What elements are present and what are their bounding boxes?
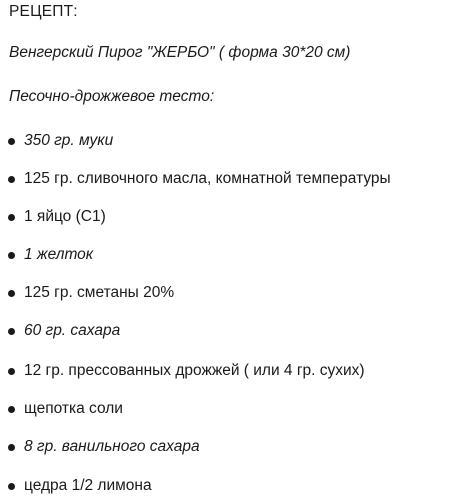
bullet-icon xyxy=(8,214,15,221)
ingredient-text: 12 гр. прессованных дрожжей ( или 4 гр. сухих) xyxy=(24,362,365,379)
ingredient-text: щепотка соли xyxy=(24,400,123,417)
bullet-icon xyxy=(8,406,15,413)
ingredient-text: 125 гр. сливочного масла, комнатной температуры xyxy=(24,170,391,187)
ingredient-text: 8 гр. ванильного сахара xyxy=(24,438,200,455)
ingredient-text: 60 гр. сахара xyxy=(24,322,121,339)
bullet-icon xyxy=(8,290,15,297)
bullet-icon xyxy=(8,138,15,145)
bullet-icon xyxy=(8,176,15,183)
ingredient-text: 1 желток xyxy=(24,246,94,263)
ingredient-text: 1 яйцо (С1) xyxy=(24,208,106,225)
dough-heading: Песочно-дрожжевое тесто: xyxy=(9,88,215,105)
bullet-icon xyxy=(8,368,15,375)
recipe-heading: РЕЦЕПТ: xyxy=(9,3,78,20)
bullet-icon xyxy=(8,444,15,451)
ingredient-text: 350 гр. муки xyxy=(24,132,114,149)
bullet-icon xyxy=(8,328,15,335)
bullet-icon xyxy=(8,483,15,490)
ingredient-text: цедра 1/2 лимона xyxy=(24,477,152,494)
recipe-title: Венгерский Пирог "ЖЕРБО" ( форма 30*20 см) xyxy=(9,44,351,61)
ingredient-text: 125 гр. сметаны 20% xyxy=(24,284,175,301)
bullet-icon xyxy=(8,252,15,259)
